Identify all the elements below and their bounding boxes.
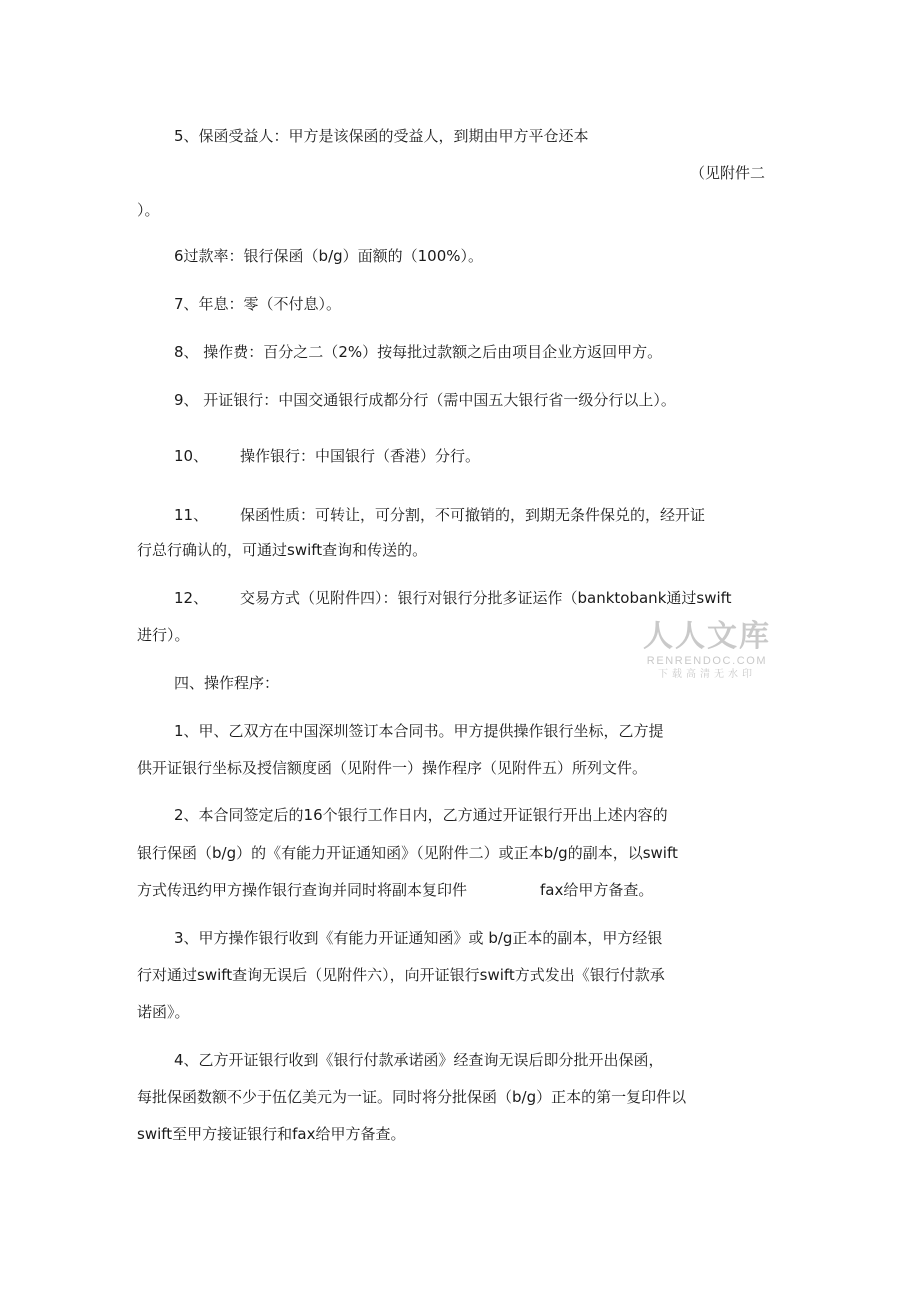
watermark: [640, 620, 774, 682]
paragraph-line: 7、年息：零（不付息）。: [174, 295, 342, 313]
paragraph-line: 供开证银行坐标及授信额度函（见附件一）操作程序（见附件五）所列文件。: [137, 759, 648, 777]
paragraph-line: 4、乙方开证银行收到《银行付款承诺函》经查询无误后即分批开出保函，: [174, 1051, 664, 1069]
paragraph-line: 5、保函受益人：甲方是该保函的受益人，到期由甲方平仓还本: [174, 127, 589, 145]
paragraph-line: 操作银行：中国银行（香港）分行。: [240, 447, 481, 465]
item-number: 12、: [174, 589, 209, 607]
paragraph-line: 进行）。: [137, 626, 190, 644]
paragraph-line: 行对通过swift查询无误后（见附件六），向开证银行swift方式发出《银行付款承: [137, 966, 665, 984]
paragraph-line: 9、 开证银行：中国交通银行成都分行（需中国五大银行省一级分行以上）。: [174, 391, 676, 409]
paragraph-line: 1、甲、乙双方在中国深圳签订本合同书。甲方提供操作银行坐标，乙方提: [174, 722, 664, 740]
paragraph-line: 8、 操作费：百分之二（2%）按每批过款额之后由项目企业方返回甲方。: [174, 343, 663, 361]
paragraph-line: 每批保函数额不少于伍亿美元为一证。同时将分批保函（b/g）正本的第一复印件以: [137, 1088, 687, 1106]
paragraph-line: 6过款率：银行保函（b/g）面额的（100%）。: [174, 247, 484, 265]
paragraph-line: 保函性质：可转让，可分割，不可撤销的，到期无条件保兑的，经开证: [240, 506, 706, 524]
item-number: 11、: [174, 506, 209, 524]
paragraph-line: fax给甲方备查。: [540, 881, 654, 899]
section-heading: 四、操作程序：: [174, 674, 280, 692]
paragraph-line: 银行保函（b/g）的《有能力开证通知函》（见附件二）或正本b/g的副本，以swift: [137, 844, 678, 862]
item-number: 10、: [174, 447, 209, 465]
paragraph-line: 交易方式（见附件四）：银行对银行分批多证运作（banktobank通过swift: [240, 589, 732, 607]
paragraph-line: （见附件二: [690, 164, 766, 182]
watermark-tagline: 下载高清无水印: [658, 669, 756, 680]
paragraph-line: 方式传迅约甲方操作银行查询并同时将副本复印件: [137, 881, 468, 899]
paragraph-line: 2、本合同签定后的16个银行工作日内，乙方通过开证银行开出上述内容的: [174, 806, 668, 824]
paragraph-line: 诺函》。: [137, 1003, 190, 1021]
paragraph-line: ）。: [137, 201, 160, 219]
watermark-url: RENRENDOC.COM: [646, 655, 768, 667]
paragraph-line: 行总行确认的，可通过swift查询和传送的。: [137, 541, 428, 559]
paragraph-line: swift至甲方接证银行和fax给甲方备查。: [137, 1125, 406, 1143]
paragraph-line: 3、甲方操作银行收到《有能力开证通知函》或 b/g正本的副本，甲方经银: [174, 929, 663, 947]
watermark-title: 人人文库: [643, 619, 771, 654]
